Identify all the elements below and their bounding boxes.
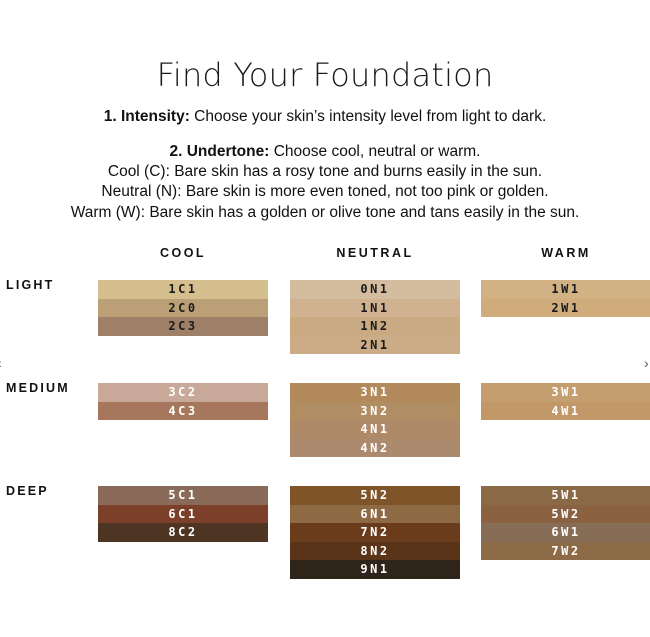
shade-swatch-4c3[interactable]: 4C3 xyxy=(98,402,268,421)
shade-swatch-1w1[interactable]: 1W1 xyxy=(481,280,650,299)
undertone-text: Choose cool, neutral or warm. xyxy=(269,143,481,160)
shade-group-medium-neutral xyxy=(290,383,460,457)
shade-swatch-9n1[interactable]: 9N1 xyxy=(290,560,460,579)
shade-swatch-8c2[interactable]: 8C2 xyxy=(98,523,268,542)
shade-swatch-2c0[interactable]: 2C0 xyxy=(98,299,268,318)
shade-swatch-4n1[interactable]: 4N1 xyxy=(290,420,460,439)
shade-group-medium-warm xyxy=(481,383,650,420)
shade-swatch-3n1[interactable]: 3N1 xyxy=(290,383,460,402)
undertone-warm-desc: Warm (W): Bare skin has a golden or olive tone and tans easily in the sun. xyxy=(70,204,580,221)
chevron-left-icon[interactable] xyxy=(0,356,2,370)
intensity-instruction xyxy=(0,108,650,126)
undertone-heading: 2. Undertone: xyxy=(169,143,270,160)
shade-group-light-cool xyxy=(98,280,268,336)
undertone-instruction xyxy=(0,143,650,161)
shade-swatch-4n2[interactable]: 4N2 xyxy=(290,439,460,458)
shade-swatch-5c1[interactable]: 5C1 xyxy=(98,486,268,505)
shade-group-deep-warm xyxy=(481,486,650,560)
row-header-medium: MEDIUM xyxy=(6,381,70,395)
intensity-text: Choose your skin’s intensity level from light to dark. xyxy=(189,108,547,125)
undertone-cool-desc: Cool (C): Bare skin has a rosy tone and burns easily in the sun. xyxy=(107,163,543,180)
shade-swatch-8n2[interactable]: 8N2 xyxy=(290,542,460,561)
shade-swatch-1c1[interactable]: 1C1 xyxy=(98,280,268,299)
shade-swatch-1n1[interactable]: 1N1 xyxy=(290,299,460,318)
shade-swatch-7w2[interactable]: 7W2 xyxy=(481,542,650,561)
shade-swatch-5n2[interactable]: 5N2 xyxy=(290,486,460,505)
intensity-heading: 1. Intensity: xyxy=(103,108,190,125)
shade-swatch-6w1[interactable]: 6W1 xyxy=(481,523,650,542)
shade-group-deep-neutral xyxy=(290,486,460,579)
shade-swatch-4w1[interactable]: 4W1 xyxy=(481,402,650,421)
shade-group-deep-cool xyxy=(98,486,268,542)
shade-group-light-warm xyxy=(481,280,650,317)
row-header-light: LIGHT xyxy=(6,278,55,292)
chevron-right-icon[interactable]: › xyxy=(644,355,649,371)
shade-swatch-5w1[interactable]: 5W1 xyxy=(481,486,650,505)
shade-swatch-2n1[interactable]: 2N1 xyxy=(290,336,460,355)
column-header-neutral: NEUTRAL xyxy=(336,246,414,260)
shade-swatch-0n1[interactable]: 0N1 xyxy=(290,280,460,299)
shade-swatch-2c3[interactable]: 2C3 xyxy=(98,317,268,336)
row-header-deep: DEEP xyxy=(6,484,49,498)
shade-swatch-5w2[interactable]: 5W2 xyxy=(481,505,650,524)
shade-swatch-3w1[interactable]: 3W1 xyxy=(481,383,650,402)
shade-swatch-6c1[interactable]: 6C1 xyxy=(98,505,268,524)
shade-swatch-7n2[interactable]: 7N2 xyxy=(290,523,460,542)
shade-swatch-2w1[interactable]: 2W1 xyxy=(481,299,650,318)
shade-swatch-6n1[interactable]: 6N1 xyxy=(290,505,460,524)
shade-swatch-1n2[interactable]: 1N2 xyxy=(290,317,460,336)
column-header-warm: WARM xyxy=(541,246,591,260)
undertone-neutral-desc: Neutral (N): Bare skin is more even toned, not too pink or golden. xyxy=(101,183,549,200)
shade-swatch-3n2[interactable]: 3N2 xyxy=(290,402,460,421)
shade-group-light-neutral xyxy=(290,280,460,354)
shade-swatch-3c2[interactable]: 3C2 xyxy=(98,383,268,402)
page-title: Find Your Foundation xyxy=(156,56,494,94)
column-header-cool: COOL xyxy=(159,246,207,260)
shade-group-medium-cool xyxy=(98,383,268,420)
